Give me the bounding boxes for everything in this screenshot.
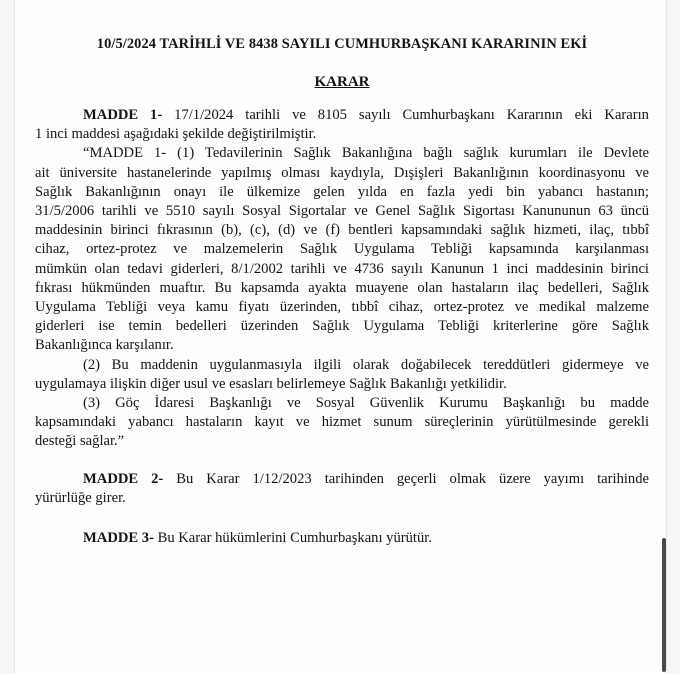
quoted-line: fıkrası hükmünden muaftır. Bu kapsamda ayakta muayene olan hastaların ilaç bedelleri, Sağlık: [35, 279, 649, 296]
quoted-line: (2) Bu maddenin uygulanmasıyla ilgili olarak doğabilecek tereddütleri gidermeye ve: [83, 356, 649, 373]
quoted-line: Bakanlığınca karşılanır.: [35, 337, 174, 354]
vertical-scrollbar[interactable]: [662, 538, 666, 672]
document-title: 10/5/2024 TARİHLİ VE 8438 SAYILI CUMHURBAŞKANI KARARININ EKİ: [96, 36, 588, 52]
quoted-line: 31/5/2006 tarihli ve 5510 sayılı Sosyal Sigortalar ve Genel Sağlık Sigortası Kanununun 63 üncü: [35, 203, 649, 220]
quoted-line: cihaz, ortez-protez ve malzemelerin Sağlık Uygulama Tebliği kapsamında karşılanması: [35, 241, 649, 258]
madde-2-label: MADDE 2-: [83, 470, 164, 487]
madde-3-label: MADDE 3-: [83, 530, 154, 547]
quoted-line: mümkün olan tedavi giderleri, 8/1/2002 tarihli ve 4736 sayılı Kanunun 1 inci maddesinin birinci: [35, 260, 649, 277]
quoted-line: ait üniversite hastanelerinde yapılmış olması kaydıyla, Dışişleri Bakanlığının koordinasyonu ve: [35, 164, 649, 181]
document-page: [14, 0, 667, 674]
quoted-line: maddesinin birinci fıkrasının (b), (c), (d) ve (f) bentleri kapsamındaki sağlık hizmeti, ilaç, tıbbî: [35, 222, 649, 239]
madde-1: [35, 106, 649, 144]
madde-2-line: yürürlüğe girer.: [35, 489, 126, 506]
quoted-line: kapsamındaki yabancı hastaların kayıt ve hizmet sunum süreçlerinin yürütülmesinde gerekli: [35, 414, 649, 431]
madde-2-line: MADDE 2- Bu Karar 1/12/2023 tarihinden geçerli olmak üzere yayımı tarihinde: [83, 470, 649, 487]
madde-1-line: MADDE 1- 17/1/2024 tarihli ve 8105 sayılı Cumhurbaşkanı Kararının eki Kararın: [83, 107, 649, 123]
madde-3: [35, 529, 649, 548]
madde-3-line: MADDE 3- Bu Karar hükümlerini Cumhurbaşkanı yürütür.: [83, 530, 432, 547]
quoted-line: Sağlık Bakanlığının onayı ile ülkemize gelen yılda en fazla yedi bin yabancı hastanın;: [35, 183, 649, 200]
quoted-line: Uygulama Tebliği veya kamu fiyatı üzerinden, tıbbî cihaz, ortez-protez ve medikal malzeme: [35, 299, 649, 316]
madde-2: [35, 470, 649, 508]
quoted-line: uygulamaya ilişkin diğer usul ve esasları belirlemeye Sağlık Bakanlığı yetkilidir.: [35, 375, 507, 392]
quoted-line: (3) Göç İdaresi Başkanlığı ve Sosyal Güvenlik Kurumu Başkanlığı bu madde: [83, 395, 649, 412]
karar-heading: KARAR: [314, 74, 370, 90]
quoted-line: “MADDE 1- (1) Tedavilerinin Sağlık Bakanlığına bağlı sağlık kurumları ile Devlete: [83, 145, 649, 162]
quoted-paragraph-2: [35, 356, 649, 394]
quoted-line: desteği sağlar.”: [35, 433, 125, 450]
quoted-paragraph-3: [35, 394, 649, 452]
document-body: [35, 34, 649, 548]
quoted-paragraph-1: [35, 144, 649, 355]
quoted-line: giderleri ise temin bedelleri üzerinden Sağlık Uygulama Tebliği kriterlerine göre Sağlık: [35, 318, 649, 335]
madde-1-line: 1 inci maddesi aşağıdaki şekilde değiştirilmiştir.: [35, 126, 317, 143]
madde-1-label: MADDE 1-: [83, 107, 163, 123]
